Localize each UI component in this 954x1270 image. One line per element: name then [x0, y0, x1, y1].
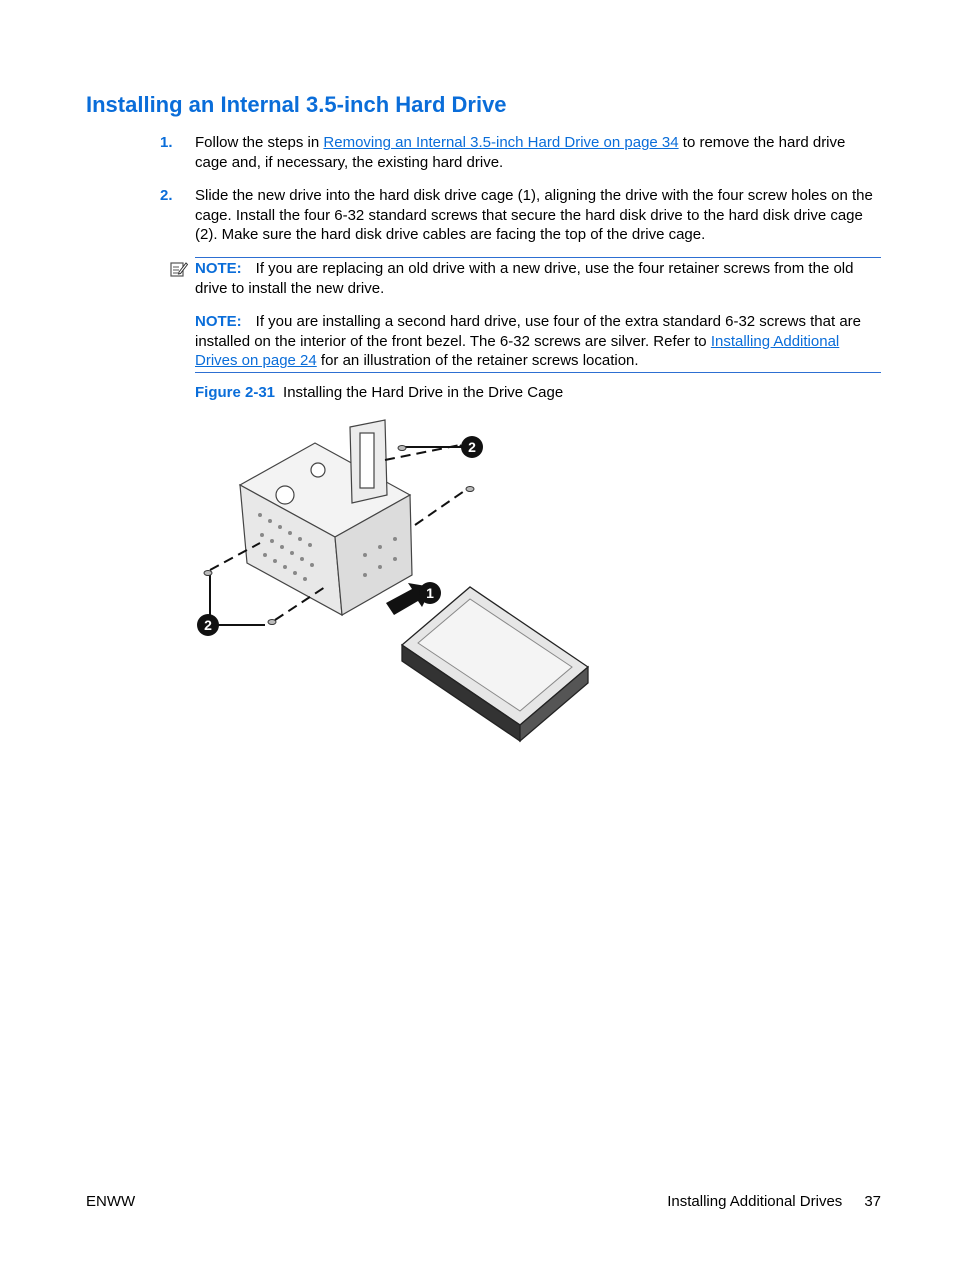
removing-drive-link[interactable]: Removing an Internal 3.5-inch Hard Drive on page 34	[323, 134, 679, 151]
callout-number: 2	[204, 617, 212, 633]
step-number: 2.	[160, 187, 173, 204]
note-1	[195, 259, 881, 298]
footer-left: ENWW	[86, 1193, 136, 1210]
note-pencil-icon	[170, 260, 188, 278]
step-1	[160, 133, 882, 172]
page-title: Installing an Internal 3.5-inch Hard Drive	[86, 92, 507, 117]
footer-right	[667, 1193, 881, 1210]
note-label: NOTE:	[195, 313, 242, 330]
step-text: Follow the steps in Removing an Internal 3.5-inch Hard Drive on page 34 to remove the hard drive cage and, if necessary, the existing hard drive.	[195, 134, 846, 171]
note-2: NOTE: If you are installing a second hard drive, use four of the extra standard 6-32 screws that are installed on the interior of the front bezel. The 6-32 screws are silver. Refer to Installing Additional Drives on page 24 for an illustration of the retainer screws location.	[195, 313, 862, 369]
figure-caption	[195, 384, 563, 401]
note-block	[195, 257, 881, 373]
drive-cage	[240, 420, 412, 615]
callout-number: 2	[468, 439, 476, 455]
figure-label: Figure 2-31	[195, 384, 276, 401]
callout-number: 1	[426, 585, 434, 601]
callout-2-bottom	[197, 614, 219, 636]
callout-2-top	[461, 436, 483, 458]
note-label: NOTE:	[195, 260, 242, 277]
hard-drive	[402, 587, 588, 741]
figure-caption-text: Installing the Hard Drive in the Drive Cage	[283, 384, 564, 401]
page-number: 37	[864, 1193, 881, 1210]
step-number: 1.	[160, 134, 173, 151]
callout-1	[419, 582, 441, 604]
drive-cage-illustration	[190, 415, 600, 745]
installing-drives-link[interactable]: Installing Additional Drives on page 24	[195, 332, 840, 369]
step-2	[160, 186, 882, 245]
footer-section: Installing Additional Drives	[667, 1193, 843, 1210]
note-text: If you are replacing an old drive with a new drive, use the four retainer screws from the old drive to install the new drive.	[195, 260, 854, 297]
step-text: Slide the new drive into the hard disk drive cage (1), aligning the drive with the four screw holes on the cage. Install the four 6-32 standard screws that secure the hard disk drive to the hard disk drive cage (2). Make sure the hard disk drive cables are facing the top of the drive cage.	[195, 187, 873, 243]
